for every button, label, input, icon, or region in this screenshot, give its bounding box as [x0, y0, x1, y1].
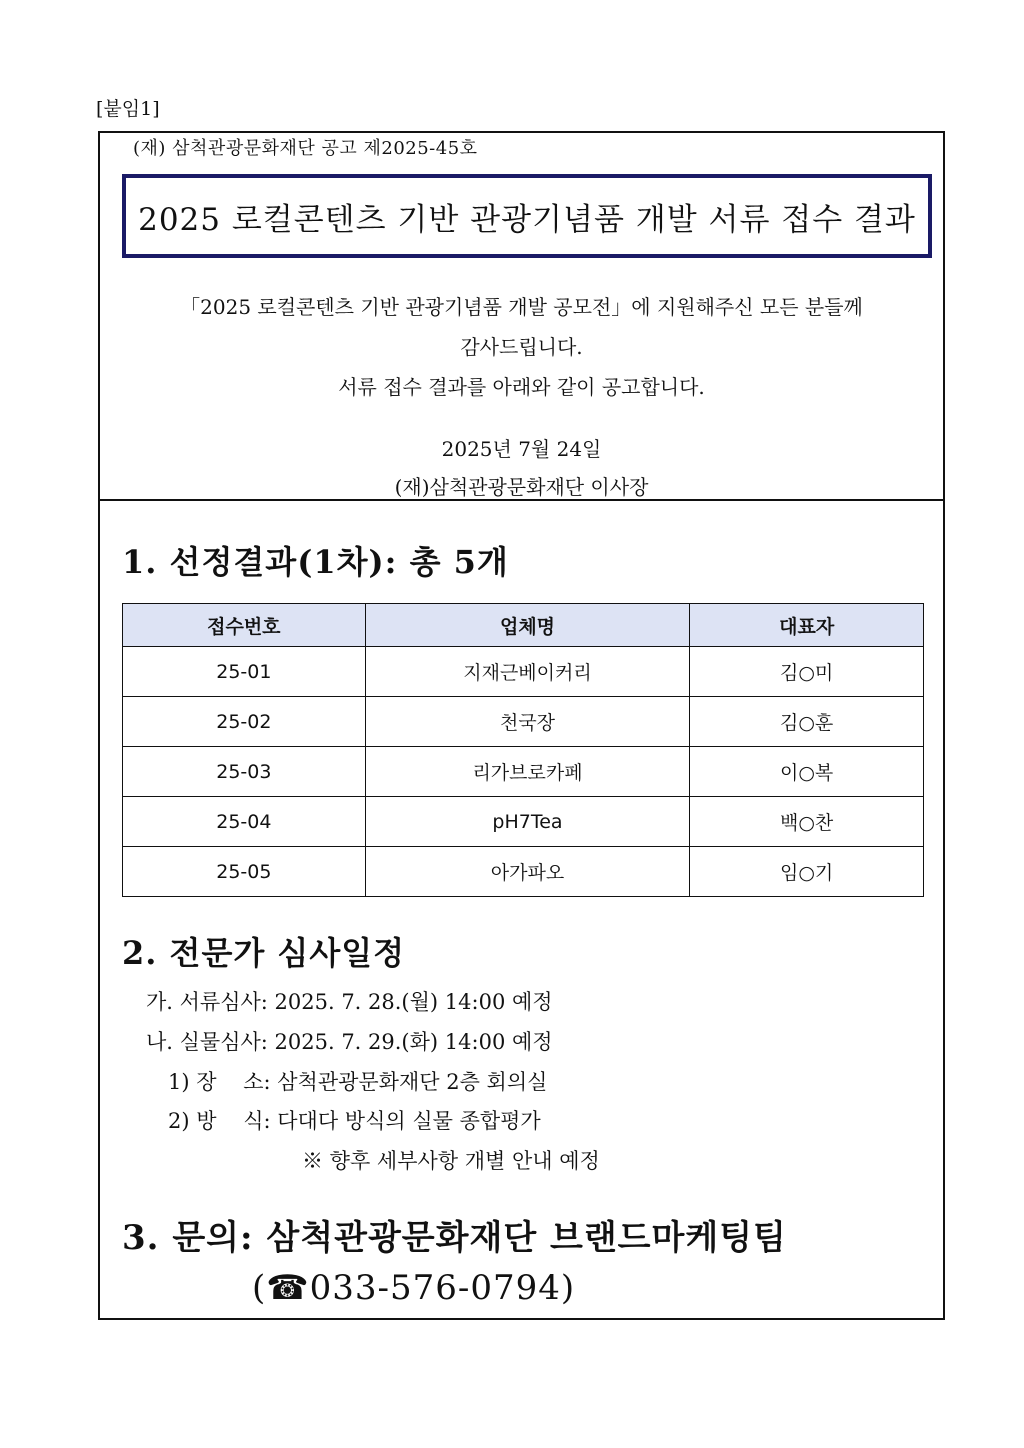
table-row [123, 797, 924, 847]
company-name: 천국장 [365, 697, 690, 747]
review-location: 1) 장 소: 삼척관광문화재단 2층 회의실 [168, 1070, 548, 1094]
table-row [123, 647, 924, 697]
representative: 임○기 [690, 847, 924, 897]
table-row [123, 747, 924, 797]
document-title: 2025 로컬콘텐츠 기반 관광기념품 개발 서류 접수 결과 [122, 174, 932, 258]
receipt-number: 25-01 [123, 647, 366, 697]
intro-line-3: 서류 접수 결과를 아래와 같이 공고합니다. [338, 375, 705, 399]
table-row [123, 847, 924, 897]
section2-heading: 2. 전문가 심사일정 [122, 934, 406, 972]
representative: 이○복 [690, 747, 924, 797]
representative: 김○미 [690, 647, 924, 697]
notice-frame [98, 131, 945, 1320]
table-row [123, 697, 924, 747]
table-header-row [123, 604, 924, 647]
section1-heading: 1. 선정결과(1차): 총 5개 [122, 543, 509, 581]
column-header: 접수번호 [123, 604, 366, 647]
company-name: 리가브로카페 [365, 747, 690, 797]
receipt-number: 25-05 [123, 847, 366, 897]
representative: 백○찬 [690, 797, 924, 847]
intro-line-1: 「2025 로컬콘텐츠 기반 관광기념품 개발 공모전」에 지원해주신 모든 분들께 [180, 295, 863, 319]
receipt-number: 25-03 [123, 747, 366, 797]
notice-header-section [100, 133, 943, 501]
receipt-number: 25-02 [123, 697, 366, 747]
results-table [122, 603, 924, 897]
issuer: (재)삼척관광문화재단 이사장 [394, 475, 649, 499]
intro-line-2: 감사드립니다. [460, 335, 583, 359]
notice-date: 2025년 7월 24일 [441, 437, 602, 461]
schedule-note: ※ 향후 세부사항 개별 안내 예정 [302, 1149, 600, 1173]
representative: 김○훈 [690, 697, 924, 747]
review-method: 2) 방 식: 다대다 방식의 실물 종합평가 [168, 1109, 541, 1133]
company-name: pH7Tea [365, 797, 690, 847]
attachment-label: [붙임1] [96, 98, 160, 120]
schedule-product-review: 나. 실물심사: 2025. 7. 29.(화) 14:00 예정 [146, 1030, 553, 1054]
company-name: 아가파오 [365, 847, 690, 897]
schedule-document-review: 가. 서류심사: 2025. 7. 28.(월) 14:00 예정 [146, 990, 553, 1014]
contact-phone: (☎033-576-0794) [252, 1268, 576, 1308]
notice-number: (재) 삼척관광문화재단 공고 제2025-45호 [133, 138, 478, 159]
column-header: 업체명 [365, 604, 690, 647]
company-name: 지재근베이커리 [365, 647, 690, 697]
receipt-number: 25-04 [123, 797, 366, 847]
section3-heading: 3. 문의: 삼척관광문화재단 브랜드마케팅팀 [122, 1218, 787, 1258]
column-header: 대표자 [690, 604, 924, 647]
